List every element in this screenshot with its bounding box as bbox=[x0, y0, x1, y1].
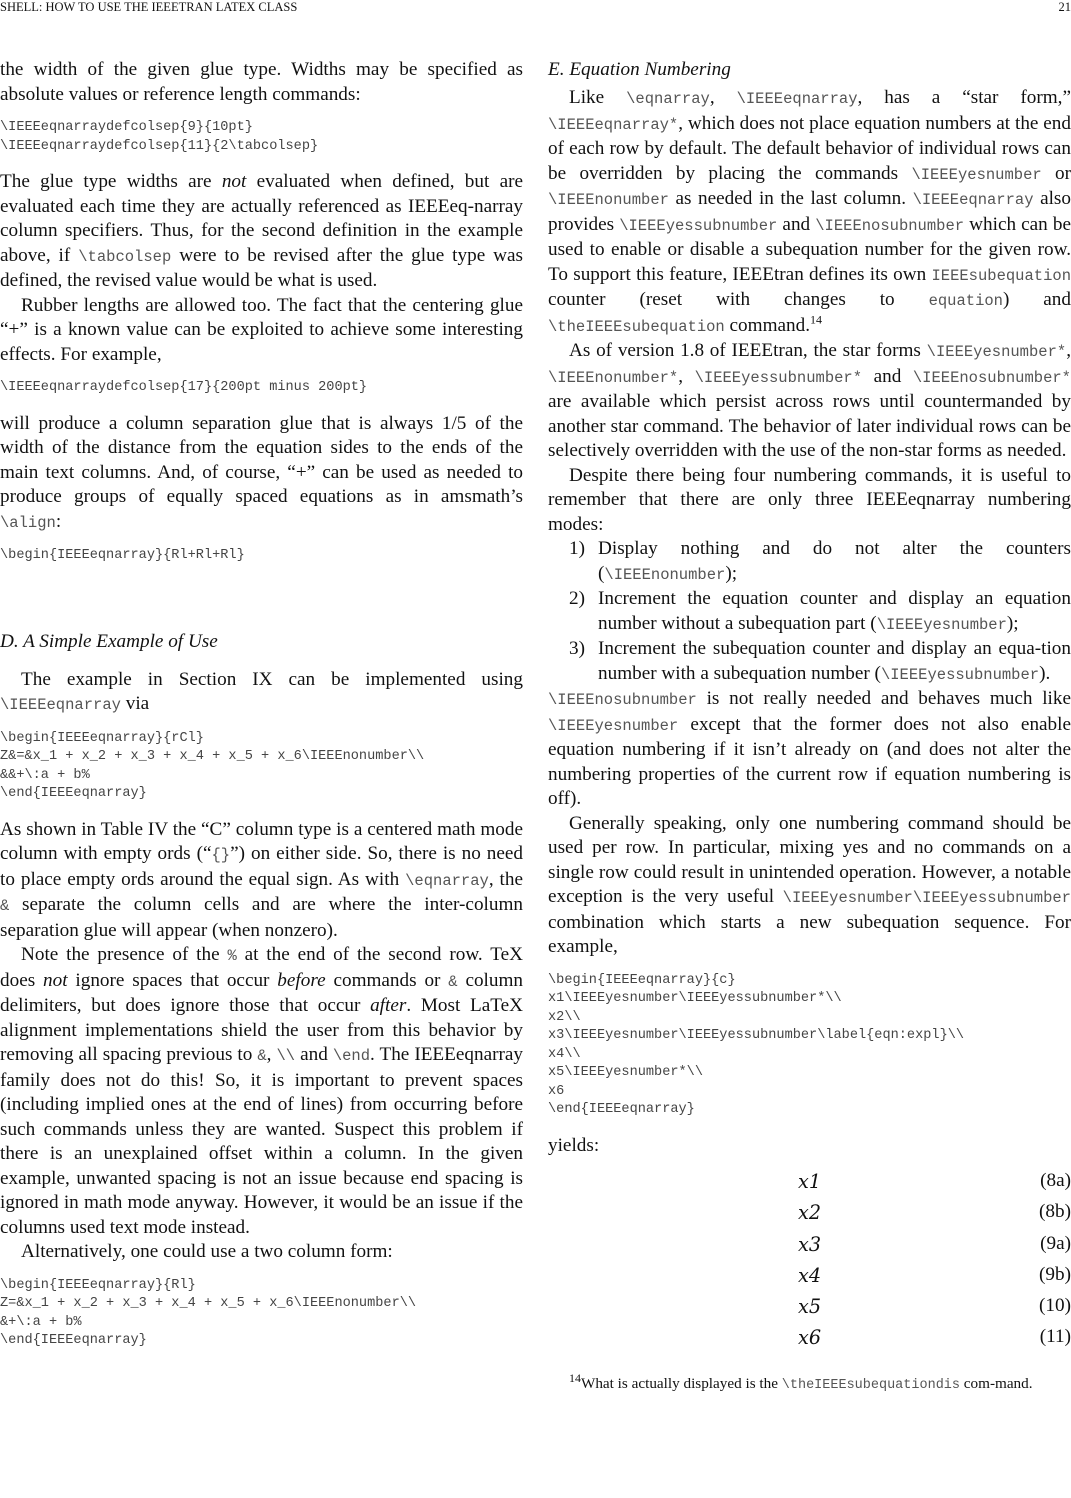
equation-expression: x4 bbox=[798, 1263, 822, 1287]
list-item: 1) Display nothing and do not alter the counters (\IEEEnonumber); bbox=[569, 538, 1071, 584]
paragraph: \IEEEnosubnumber is not really needed and behaves much like \IEEEyesnumber except that the former does not also enable equation numbering if it isn’t already on (and does not alter the numbering properties of the current row if equation numbering is off). bbox=[548, 688, 1071, 809]
equation-number: (11) bbox=[1039, 1326, 1071, 1348]
equation-list bbox=[548, 1170, 1071, 1358]
equation-number: (9a) bbox=[1040, 1232, 1071, 1254]
equation-row bbox=[548, 1201, 1071, 1232]
footnote-marker: 14 bbox=[810, 312, 822, 327]
equation-row bbox=[548, 1170, 1071, 1201]
equation-expression: x3 bbox=[798, 1232, 822, 1256]
paragraph: Despite there being four numbering commands, it is useful to remember that there are only three IEEEeqnarray numbering modes: bbox=[548, 464, 1071, 535]
paragraph: As of version 1.8 of IEEEtran, the star forms \IEEEyesnumber*, \IEEEnonumber*, \IEEEyessubnumber* and \IEEEnosubnumber* are available which persist across rows until countermanded by another star command. The behavior of later individual rows can be selectively overridden with the use of the non-star forms as needed. bbox=[548, 340, 1071, 461]
equation-row bbox=[548, 1233, 1071, 1264]
code-block: \IEEEeqnarraydefcolsep{9}{10pt} \IEEEeqnarraydefcolsep{11}{2\tabcolsep} bbox=[0, 120, 319, 154]
running-header bbox=[0, 0, 1071, 16]
footnote: $^{14}$What is actually displayed is the \theIEEEsubequationdis com-mand. bbox=[569, 1370, 1033, 1393]
equation-expression: x5 bbox=[798, 1295, 822, 1319]
left-column bbox=[0, 58, 523, 1351]
equation-number: (10) bbox=[1039, 1295, 1071, 1317]
equation-number: (8a) bbox=[1040, 1170, 1071, 1191]
paragraph: will produce a column separation glue that is always 1/5 of the width of the distance from the equation sides to the ends of the main text columns. And, of course, “+” can be used as needed to produce groups of equally spaced equations as in amsmath’s \align: bbox=[0, 412, 523, 532]
paragraph: Alternatively, one could use a two column form: bbox=[21, 1241, 393, 1262]
paragraph: As shown in Table IV the “C” column type is a centered math mode column with empty ords (“{}”) on either side. So, there is no need to place empty ords around the equal sign. As with \eqnarray, the & separate the column cells and are where the inter-column separation glue will appear (when nonzero). bbox=[0, 818, 523, 941]
list-item: 2) Increment the equation counter and display an equation number without a subequation part (\IEEEyesnumber); bbox=[569, 588, 1071, 634]
code-block: \begin{IEEEeqnarray}{Rl} Z=&x_1 + x_2 + x_3 + x_4 + x_5 + x_6\IEEEnonumber\\ &+\:a + b% \end{IEEEeqnarray} bbox=[0, 1277, 417, 1348]
paragraph: Rubber lengths are allowed too. The fact that the centering glue “+” is a known value can be exploited to achieve some interesting effects. For example, bbox=[0, 294, 523, 365]
equation-expression: x1 bbox=[798, 1170, 822, 1193]
equation-expression: x2 bbox=[798, 1201, 822, 1225]
list-item: 3) Increment the subequation counter and display an equa-tion number with a subequation number (\IEEEyessubnumber). bbox=[569, 638, 1071, 684]
code-block: \IEEEeqnarraydefcolsep{17}{200pt minus 200pt} bbox=[0, 380, 368, 395]
code-block: \begin{IEEEeqnarray}{Rl+Rl+Rl} bbox=[0, 548, 245, 563]
paragraph: The glue type widths are not evaluated when defined, but are evaluated each time they are actually referenced as IEEEeq-narray column specifiers. Thus, for the second definition in the example above, if \tabcolsep were to be revised after the glue type was defined, the revised value would be what is used. bbox=[0, 171, 523, 291]
paragraph: the width of the given glue type. Widths may be specified as absolute values or reference length commands: bbox=[0, 59, 523, 105]
section-heading: E. Equation Numbering bbox=[548, 59, 731, 80]
code-block: \begin{IEEEeqnarray}{c} x1\IEEEyesnumber\IEEEyessubnumber*\\ x2\\ x3\IEEEyesnumber\IEEEyessubnumber\label{eqn:expl}\\ x4\\ x5\IEEEyesnumber*\\ x6 \end{IEEEeqnarray} bbox=[548, 972, 965, 1117]
paragraph: Generally speaking, only one numbering command should be used per row. In particular, mixing yes and no commands on a single row could result in unintended operation. However, a notable exception is the very useful \IEEEyesnumber\IEEEyessubnumber combination which starts a new subequation sequence. For example, bbox=[548, 812, 1071, 957]
paragraph: yields: bbox=[548, 1134, 600, 1156]
numbering-modes-list bbox=[548, 537, 1071, 687]
equation-number: (9b) bbox=[1039, 1263, 1071, 1285]
equation-expression: x6 bbox=[798, 1326, 822, 1350]
equation-row bbox=[548, 1264, 1071, 1295]
equation-row bbox=[548, 1326, 1071, 1357]
code-block: \begin{IEEEeqnarray}{rCl} Z&=&x_1 + x_2 + x_3 + x_4 + x_5 + x_6\IEEEnonumber\\ &&+\:a + b% \end{IEEEeqnarray} bbox=[0, 730, 425, 801]
paragraph: Note the presence of the % at the end of the second row. TeX does not ignore spaces that occur before commands or & column delimiters, but does ignore those that occur after. Most LaTeX alignment implementations shield the user from this behavior by removing all spacing previous to &, \\ and \end. The IEEEeqnarray family does not do this! So, it is important to prevent spaces (including implied ones at the end of lines) from occurring before such commands unless they are wanted. Suspect this problem if there is an unexplained offset within a column. In the given example, unwanted spacing is not an issue because end spacing is ignored in math mode anyway. However, it would be an issue if the columns used text mode instead. bbox=[0, 944, 523, 1238]
paragraph: The example in Section IX can be implemented using \IEEEeqnarray via bbox=[0, 668, 523, 714]
equation-row bbox=[548, 1295, 1071, 1326]
section-heading: D. A Simple Example of Use bbox=[0, 630, 218, 652]
right-column bbox=[548, 58, 1071, 1395]
paragraph: Like \eqnarray, \IEEEeqnarray, has a “star form,” \IEEEeqnarray*, which does not place equation numbers at the end of each row by default. The default behavior of individual rows can be overridden by placing the commands \IEEEyesnumber or \IEEEnonumber as needed in the last column. \IEEEeqnarray also provides \IEEEyessubnumber and \IEEEnosubnumber which can be used to enable or disable a subequation number for the given row. To support this feature, IEEEtran defines its own IEEEsubequation counter (reset with changes to equation) and \theIEEEsubequation command.$^{14}$ bbox=[548, 87, 1071, 336]
header-title: SHELL: HOW TO USE THE IEEETRAN LATEX CLASS bbox=[0, 0, 298, 14]
page-number: 21 bbox=[1058, 0, 1071, 14]
equation-number: (8b) bbox=[1039, 1201, 1071, 1223]
